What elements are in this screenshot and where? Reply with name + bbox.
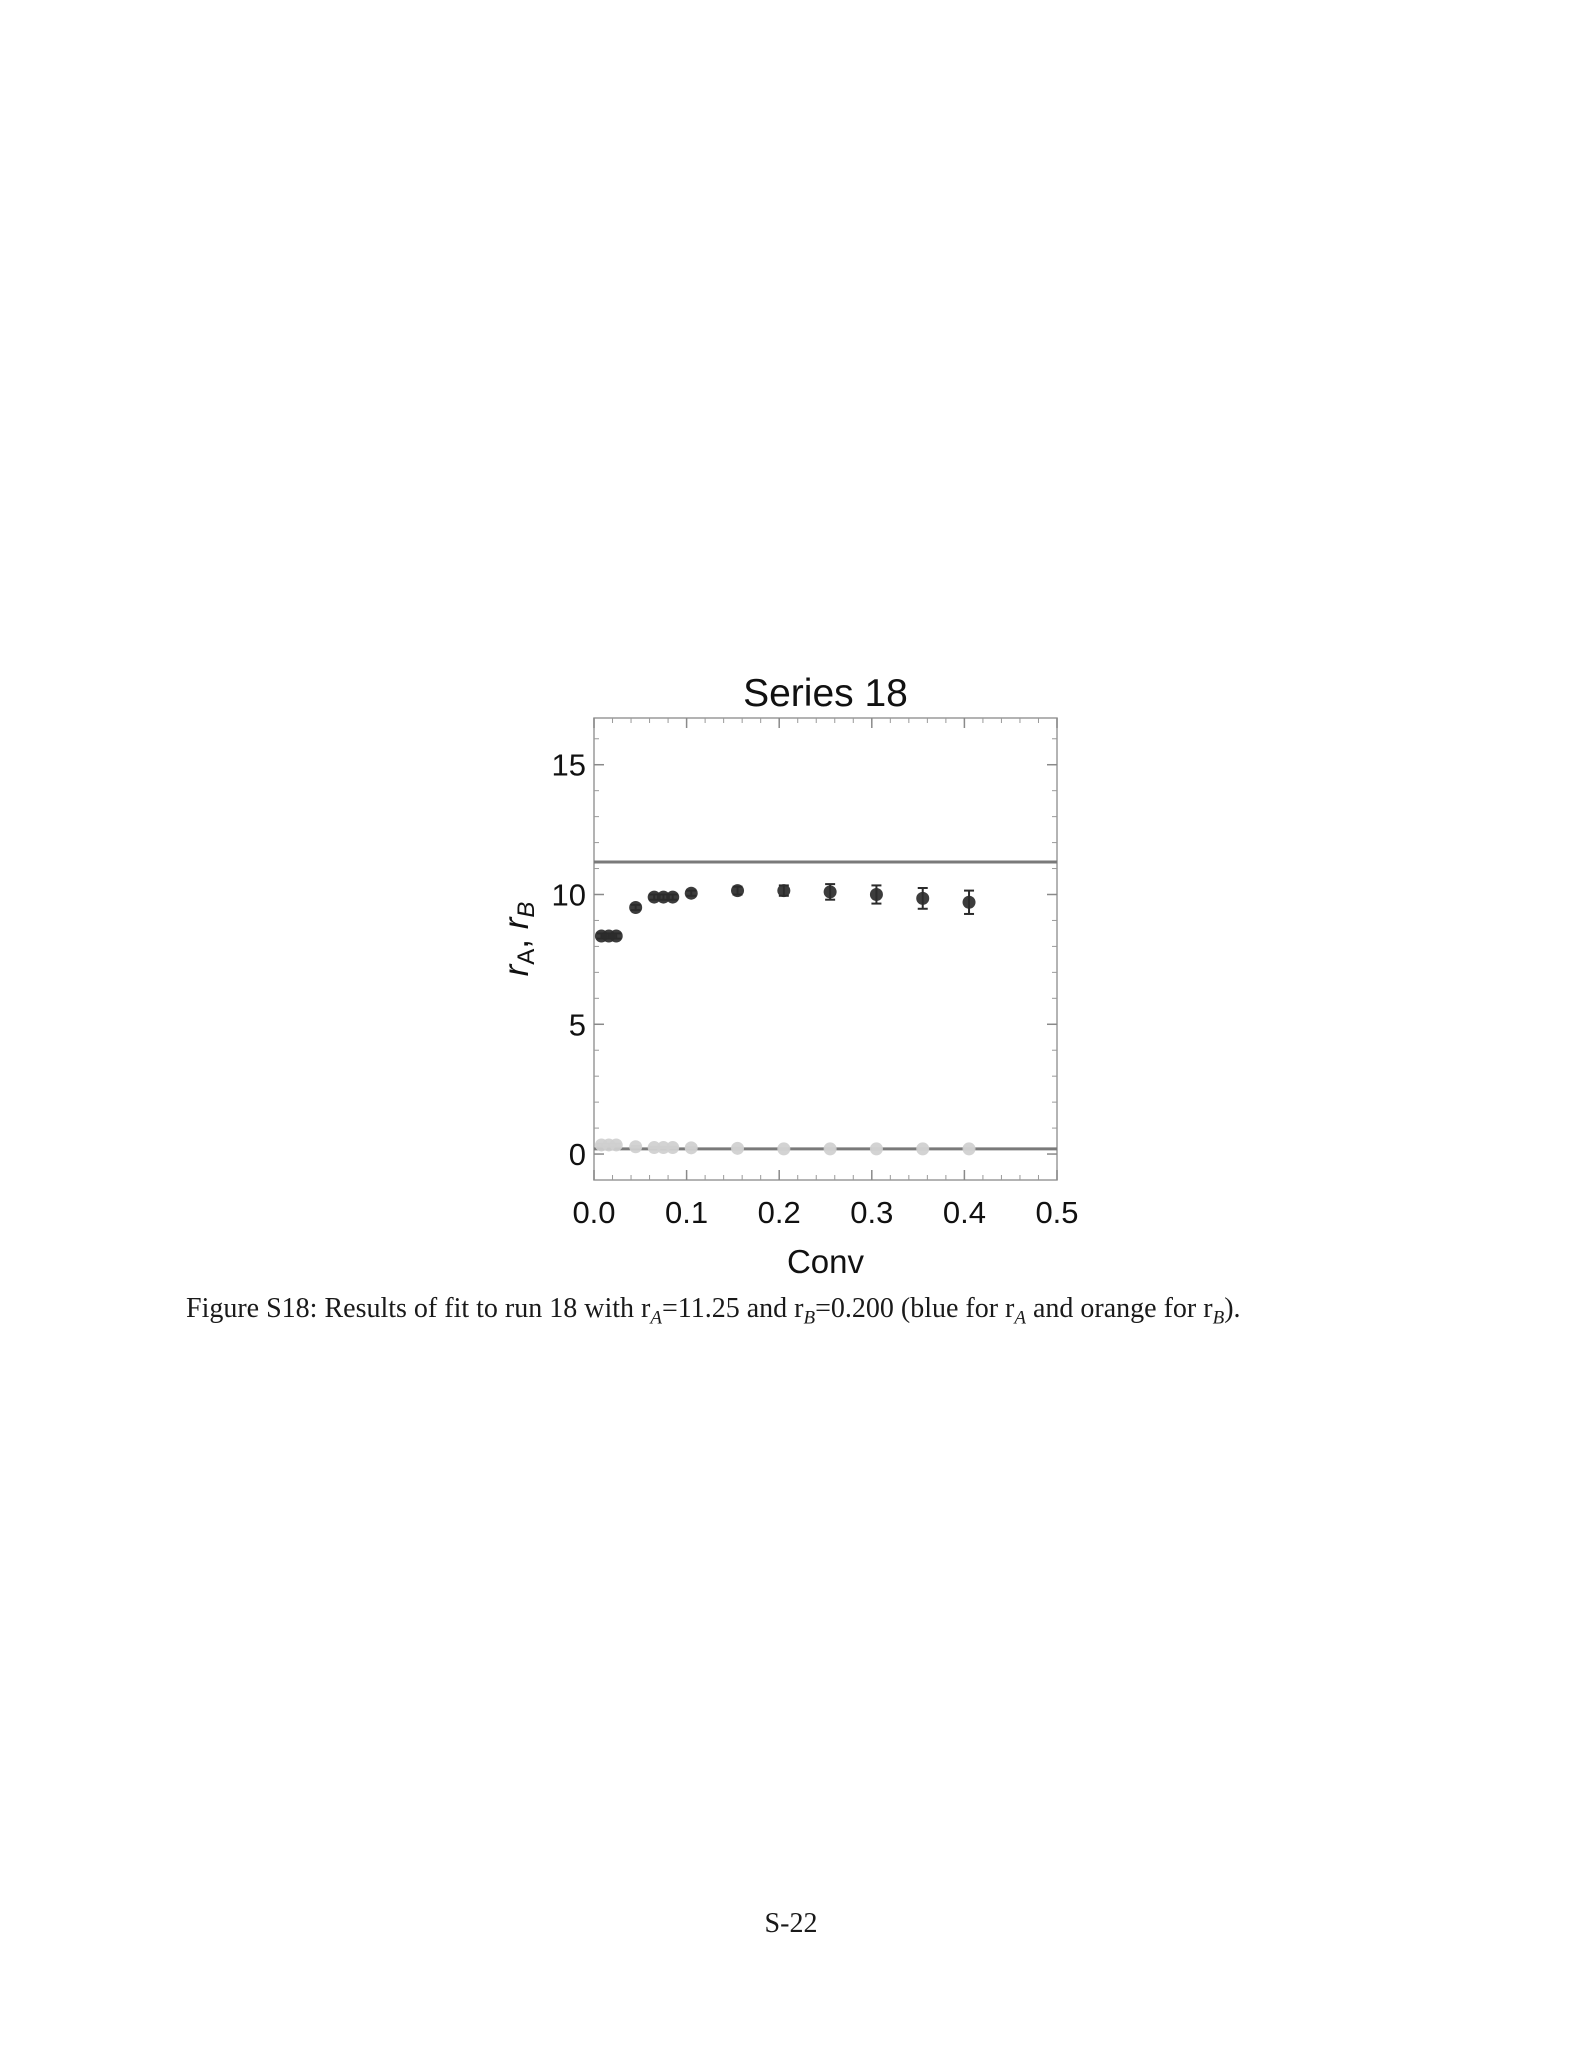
page-number: S-22 (764, 1908, 818, 1939)
figure-caption (186, 1289, 1396, 1339)
x-axis-label: Conv (786, 1243, 865, 1280)
x-tick-label: 0.0 (572, 1195, 616, 1230)
y-tick-label: 10 (551, 877, 586, 913)
data-point-rB (731, 1142, 744, 1155)
data-point-rA (870, 888, 883, 901)
y-axis-label: rA, rB (497, 901, 540, 977)
caption-body: Results of fit to run 18 with $r_A=11.25$ and $r_B=0.200$ (blue for $r_A$ and orange for $r_B$). (317, 1293, 1241, 1329)
x-tick-label: 0.3 (850, 1195, 894, 1230)
x-tick-label: 0.5 (1035, 1195, 1079, 1230)
y-tick-label: 5 (568, 1007, 586, 1043)
data-point-rA (963, 896, 976, 909)
data-point-rB (916, 1142, 929, 1155)
data-point-rB (963, 1142, 976, 1155)
data-point-rA (916, 892, 929, 905)
x-tick-label: 0.2 (757, 1195, 801, 1230)
chart-title: Series 18 (743, 672, 908, 715)
x-tick-label: 0.4 (942, 1195, 986, 1230)
data-point-rB (610, 1138, 623, 1151)
y-tick-label: 0 (568, 1137, 586, 1173)
data-point-rB (870, 1142, 883, 1155)
data-point-rA (685, 887, 698, 900)
data-point-rB (629, 1140, 642, 1153)
plot-frame (594, 718, 1057, 1180)
data-point-rB (685, 1141, 698, 1154)
caption-prefix: Figure S18: (186, 1293, 318, 1324)
y-tick-label: 15 (551, 747, 586, 783)
data-point-rA (666, 891, 679, 904)
data-point-rA (629, 901, 642, 914)
data-point-rA (731, 884, 744, 897)
data-point-rB (777, 1142, 790, 1155)
x-tick-label: 0.1 (665, 1195, 709, 1230)
data-point-rA (610, 930, 623, 943)
data-point-rA (824, 885, 837, 898)
data-point-rB (824, 1142, 837, 1155)
data-point-rB (666, 1141, 679, 1154)
data-point-rA (777, 884, 790, 897)
